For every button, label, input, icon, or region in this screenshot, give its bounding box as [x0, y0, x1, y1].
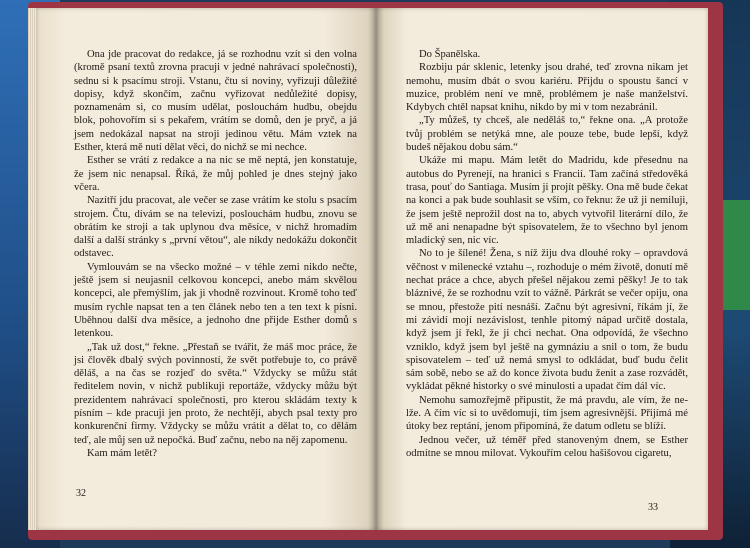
left-page — [36, 8, 376, 530]
open-book — [28, 2, 723, 540]
paragraph: Rozbiju pár sklenic, letenky jsou drahé, teď zrovna nikam jet nemohu, musím dbát o svou kariéru. Přijdu o spoustu šancí v muzice, problém není ve mně, problémem je naše manželství. Kdybych chtěl napsat knihu, nikdo by mi v tom nezabránil. — [406, 62, 688, 114]
paragraph: Esther se vrátí z redakce a na nic se mě neptá, jen konstatuje, že jsem nic nenapsal. Říká, že můj pohled je dnes stejný jako včera. — [74, 155, 357, 193]
right-page-text — [406, 48, 688, 460]
paragraph: Do Španělska. — [419, 49, 481, 60]
paragraph: Ukáže mi mapu. Mám letět do Madridu, kde přesednu na autobus do Pyrenejí, na hranici s Francií. Tam začíná středověká trasa, pouť do Santiaga. Musím ji projít pěšky. Ona mě bude čekat na konci a pak bude souhlasit se vším, co řeknu: že už ji nemiluji, že jsem ještě neprožil dost na to, abych vytvořil literární dílo, že už mě ani nenapadne být spisovatelem, že to všechno byl jenom mladický sen, nic víc. — [406, 155, 688, 247]
paragraph: „Tak už dost,“ řekne. „Přestaň se tvářit, že máš moc práce, že jsi člověk dbalý svých povinností, že svět potřebuje to, co právě děláš, a na čas se rozjeď do světa.“ Vždycky se můžu stát ředitelem novin, v nichž publikuji reportáže, vždycky můžu být prezidentem nahrávací společnosti, pro kterou skládám texty k písním – kde pracuji jen proto, že nechtěji, abych psal texty pro konkurenční firmy. Vždycky se můžu vrátit a dělat to, co dělám teď, ale můj sen už nepočká. Buď začnu, nebo na něj zapomenu. — [74, 341, 357, 446]
book-gutter — [368, 8, 384, 530]
paragraph: Vymlouvám se na všecko možné – v téhle zemi nikdo nečte, ještě jsem si neujasnil celkovou koncepci, anebo mám skvělou koncepci, ale přemýšlím, jak ji vhodně rozvinout. Kromě toho teď musím rychle napsat ten a ten článek nebo ten a ten text k písni. Uběhnou další dva měsíce, a jednoho dne přijde Esther domů s letenkou. — [74, 261, 357, 340]
paragraph: „Ty můžeš, ty chceš, ale neděláš to,“ řekne ona. „A protože tvůj problém se netýká mne, ale pouze tebe, bude lepší, když budeš nějakou dobu sám.“ — [406, 115, 688, 154]
paragraph: Jednou večer, už téměř před stanoveným dnem, se Esther odmítne se mnou milovat. Vykouřím celou hašišovou cigaretu, — [406, 434, 688, 459]
left-page-text — [74, 48, 357, 460]
paragraph: Nemohu samozřejmě připustit, že má pravdu, ale vím, že ne-lže. A čím víc si to uvědomuji, tím jsem agresivnější. Přijímá mé útoky bez reptání, jenom připomíná, že datum odletu se blíží. — [406, 394, 688, 433]
paragraph: Nazítří jdu pracovat, ale večer se zase vrátím ke stolu s psacím strojem. Čtu, dívám se na televizi, poslouchám hudbu, znovu se obrátím ke stroji a tak uplynou dva měsíce, v nichž hromadím další a další stránky s „první větou“, ale nikdy nedokážu dokončit odstavec. — [74, 195, 357, 260]
paragraph: No to je šílené! Žena, s níž žiju dva dlouhé roky – opravdová věčnost v milenecké vztahu –, rozhoduje o mém životě, donutí mě nechat práce a chce, abych přešel nějakou zemi pěšky! Je to tak bláznivé, že se rozhodnu vzít to vážně. Párkrát se večer opiju, ona se mnou, přestože pití nesnáší. Začnu být agresivní, říkám jí, že mi závidí mojí nezávislost, tenhle pitomý nápad určitě dostala, když jsem jí řekl, že ji chci nechat. Ona odpovídá, že všechno vzniklo, když jsem byl ještě na gymnáziu a snil o tom, že budu spisovatelem – teď už nemá smysl to odkládat, buď budu čelit sám sobě, nebo se až do konce života budu ženit a zase rozvádět, vykládat pěkné historky o své minulosti a upadat čím dál víc. — [406, 248, 688, 393]
paragraph: Ona jde pracovat do redakce, já se rozhodnu vzít si den volna (kromě psaní textů zrovna pracuji v jedné nahrávací společnosti), sednu si k psacímu stroji. Vstanu, čtu si noviny, vyřizuji důležité dopisy, když skončím, začnu vyřizovat nedůležité dopisy, poznamenám si, co musím udělat, poslouchám hudbu, obejdu blok, pohovořím si s pekařem, vrátím se domů, den je pryč, a já jsem nedokázal napsat na stroji jedinou větu. Mám vztek na Esther, která mě nutí dělat věci, do nichž se mi nechce. — [74, 49, 357, 154]
paragraph: Kam mám letět? — [87, 447, 158, 459]
right-page — [376, 8, 708, 530]
page-number-left: 32 — [76, 488, 86, 499]
page-number-right: 33 — [648, 502, 658, 513]
